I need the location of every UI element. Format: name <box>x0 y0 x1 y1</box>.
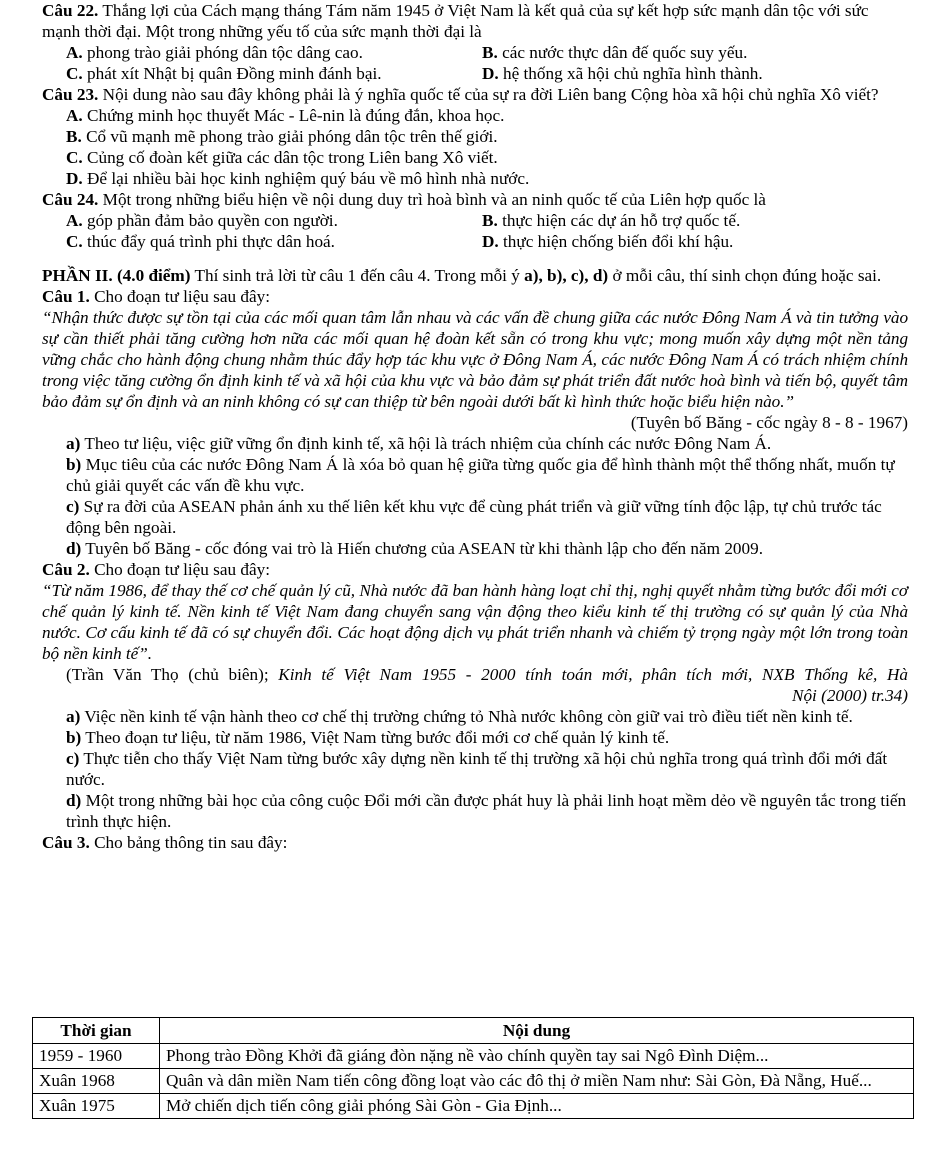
cell-time: Xuân 1975 <box>33 1094 160 1119</box>
question-text: Cho bảng thông tin sau đây: <box>89 833 288 852</box>
table-row <box>33 1094 914 1119</box>
source-quote: “Từ năm 1986, để thay thế cơ chế quản lý cũ, Nhà nước đã ban hành hàng loạt chỉ thị, nghị quyết nhằm từng bước đổi mới cơ chế quản lý kinh tế. Nền kinh tế Việt Nam đang chuyển sang vận động theo kiểu kinh tế thị trường có sự quản lý của Nhà nước. Cơ cấu kinh tế đã có sự chuyển đổi. Các hoạt động dịch vụ phát triển nhanh và chiếm tỷ trọng ngày một lớn trong toàn bộ nền kinh tế”. <box>42 581 908 663</box>
statement-c[interactable] <box>42 748 908 790</box>
cell-content: Phong trào Đồng Khởi đã giáng đòn nặng nề vào chính quyền tay sai Ngô Đình Diệm... <box>160 1044 914 1069</box>
statement-d[interactable] <box>42 790 908 832</box>
option-text: các nước thực dân đế quốc suy yếu. <box>497 43 748 62</box>
question-text: Cho đoạn tư liệu sau đây: <box>89 287 270 306</box>
option-a[interactable] <box>66 42 482 63</box>
instruction-text: Thí sinh trả lời từ câu 1 đến câu 4. Trong mỗi ý <box>190 266 525 285</box>
option-key: C. <box>66 148 83 167</box>
option-d[interactable] <box>482 63 898 84</box>
statement-key: d) <box>66 539 82 558</box>
option-key: A. <box>66 106 83 125</box>
statement-text: Mục tiêu của các nước Đông Nam Á là xóa bỏ quan hệ giữa từng quốc gia để hình thành một thể thống nhất, muốn tự chủ giải quyết các vấn đề khu vực. <box>66 455 895 495</box>
option-a[interactable] <box>66 210 482 231</box>
option-row <box>42 42 908 63</box>
option-key: D. <box>66 169 83 188</box>
statement-key: b) <box>66 455 82 474</box>
option-key: D. <box>482 64 499 83</box>
option-b[interactable] <box>482 210 898 231</box>
option-key: B. <box>482 211 498 230</box>
question-label: Câu 1. <box>42 287 90 306</box>
citation-publisher: Nội (2000) tr.34) <box>791 686 908 705</box>
statement-b[interactable] <box>42 454 908 496</box>
question-text: Cho đoạn tư liệu sau đây: <box>89 560 270 579</box>
question-text: Một trong những biểu hiện về nội dung duy trì hoà bình và an ninh quốc tế của Liên hợp quốc là <box>98 190 766 209</box>
source-citation <box>42 664 908 685</box>
question-label: Câu 22. <box>42 1 99 20</box>
option-text: Củng cố đoàn kết giữa các dân tộc trong Liên bang Xô viết. <box>82 148 498 167</box>
option-key: C. <box>66 64 83 83</box>
question-23 <box>42 84 908 189</box>
question-24 <box>42 189 908 252</box>
statement-b[interactable] <box>42 727 908 748</box>
option-key: A. <box>66 211 83 230</box>
question-text: Thắng lợi của Cách mạng tháng Tám năm 1945 ở Việt Nam là kết quả của sự kết hợp sức mạnh dân tộc với sức mạnh thời đại. Một trong những yếu tố của sức mạnh thời đại là <box>42 1 869 41</box>
statement-text: Tuyên bố Băng - cốc đóng vai trò là Hiến chương của ASEAN từ khi thành lập cho đến năm 2009. <box>81 539 763 558</box>
question-label: Câu 2. <box>42 560 90 579</box>
instruction-text: ở mỗi câu, thí sinh chọn đúng hoặc sai. <box>608 266 882 285</box>
statement-a[interactable] <box>42 706 908 727</box>
part-2-instructions <box>42 265 908 286</box>
option-b[interactable] <box>42 126 908 147</box>
option-row <box>42 231 908 252</box>
statement-key: b) <box>66 728 82 747</box>
question-24-stem <box>42 189 908 210</box>
statement-key: a) <box>66 707 81 726</box>
statement-key: d) <box>66 791 82 810</box>
option-c[interactable] <box>66 231 482 252</box>
question-label: Câu 23. <box>42 85 99 104</box>
option-text: góp phần đảm bảo quyền con người. <box>82 211 338 230</box>
question-22 <box>42 0 908 84</box>
option-text: hệ thống xã hội chủ nghĩa hình thành. <box>498 64 763 83</box>
option-a[interactable] <box>42 105 908 126</box>
option-key: D. <box>482 232 499 251</box>
section-gap <box>42 252 908 265</box>
cell-content: Mở chiến dịch tiến công giải phóng Sài Gòn - Gia Định... <box>160 1094 914 1119</box>
option-text: phong trào giải phóng dân tộc dâng cao. <box>82 43 363 62</box>
option-key: B. <box>66 127 82 146</box>
option-row <box>42 210 908 231</box>
question-stem <box>42 286 908 307</box>
option-key: B. <box>482 43 498 62</box>
column-header-content: Nội dung <box>160 1018 914 1044</box>
part-2-question-3 <box>42 832 908 853</box>
statement-key: c) <box>66 497 80 516</box>
citation-author: (Trần Văn Thọ (chủ biên); <box>66 665 279 684</box>
statement-text: Sự ra đời của ASEAN phản ánh xu thế liên kết khu vực để cùng phát triển và giữ vững tính độc lập, tự chủ trước tác động bên ngoài. <box>66 497 882 537</box>
instruction-options: a), b), c), d) <box>524 266 609 285</box>
option-text: Cổ vũ mạnh mẽ phong trào giải phóng dân tộc trên thế giới. <box>81 127 498 146</box>
option-c[interactable] <box>42 147 908 168</box>
statement-text: Theo tư liệu, việc giữ vững ổn định kinh tế, xã hội là trách nhiệm của chính các nước Đông Nam Á. <box>80 434 772 453</box>
option-text: thực hiện chống biến đổi khí hậu. <box>498 232 734 251</box>
statement-key: a) <box>66 434 81 453</box>
table-row <box>33 1069 914 1094</box>
statement-d[interactable] <box>42 538 908 559</box>
option-d[interactable] <box>482 231 898 252</box>
part-2-question-2 <box>42 559 908 832</box>
exam-page <box>42 0 908 853</box>
statement-key: c) <box>66 749 80 768</box>
option-c[interactable] <box>66 63 482 84</box>
citation-title: Kinh tế Việt Nam 1955 - 2000 tính toán mới, phân tích mới, NXB Thống kê, Hà <box>278 665 908 684</box>
table-row <box>33 1044 914 1069</box>
info-table <box>32 1017 914 1119</box>
part-2-question-1 <box>42 286 908 559</box>
cell-time: Xuân 1968 <box>33 1069 160 1094</box>
option-key: C. <box>66 232 83 251</box>
question-23-stem <box>42 84 908 105</box>
option-key: A. <box>66 43 83 62</box>
source-citation: (Tuyên bố Băng - cốc ngày 8 - 8 - 1967) <box>630 413 908 432</box>
question-stem <box>42 559 908 580</box>
question-22-stem <box>42 0 908 42</box>
question-label: Câu 3. <box>42 833 90 852</box>
statement-a[interactable] <box>42 433 908 454</box>
part-2-heading: PHẦN II. (4.0 điểm) <box>42 266 191 285</box>
option-text: phát xít Nhật bị quân Đồng minh đánh bại. <box>82 64 382 83</box>
option-text: Để lại nhiều bài học kinh nghiệm quý báu về mô hình nhà nước. <box>82 169 530 188</box>
option-row <box>42 63 908 84</box>
option-b[interactable] <box>482 42 898 63</box>
option-d[interactable] <box>42 168 908 189</box>
statement-c[interactable] <box>42 496 908 538</box>
statement-text: Việc nền kinh tế vận hành theo cơ chế thị trường chứng tỏ Nhà nước không còn giữ vai trò điều tiết nền kinh tế. <box>80 707 853 726</box>
question-label: Câu 24. <box>42 190 99 209</box>
cell-content: Quân và dân miền Nam tiến công đồng loạt vào các đô thị ở miền Nam như: Sài Gòn, Đà Nẵng, Huế... <box>160 1069 914 1094</box>
question-text: Nội dung nào sau đây không phải là ý nghĩa quốc tế của sự ra đời Liên bang Cộng hòa xã hội chủ nghĩa Xô viết? <box>98 85 879 104</box>
question-stem <box>42 832 908 853</box>
statement-text: Theo đoạn tư liệu, từ năm 1986, Việt Nam từng bước đổi mới cơ chế quản lý kinh tế. <box>81 728 670 747</box>
statement-text: Một trong những bài học của công cuộc Đổi mới cần được phát huy là phải linh hoạt mềm dẻo về nguyên tắc trong tiến trình thực hiện. <box>66 791 907 831</box>
cell-time: 1959 - 1960 <box>33 1044 160 1069</box>
source-quote: “Nhận thức được sự tồn tại của các mối quan tâm lẫn nhau và các vấn đề chung giữa các nước Đông Nam Á và tin tưởng vào sự cần thiết phải tăng cường hơn nữa các mối quan hệ đoàn kết sẵn có trong khu vực; mong muốn xây dựng một nền tảng vững chắc cho hành động chung nhằm thúc đẩy hợp tác khu vực ở Đông Nam Á, các nước Đông Nam Á có trách nhiệm chính trong việc tăng cường ổn định kinh tế và xã hội của khu vực và bảo đảm sự phát triển đất nước hoà bình và tiến bộ, quyết tâm bảo đảm sự ổn định và an ninh không có sự can thiệp từ bên ngoài dưới bất kì hình thức hoặc biểu hiện nào.” <box>42 308 908 411</box>
column-header-time: Thời gian <box>33 1018 160 1044</box>
statement-text: Thực tiễn cho thấy Việt Nam từng bước xây dựng nền kinh tế thị trường xã hội chủ nghĩa trong quá trình đổi mới đất nước. <box>66 749 888 789</box>
option-text: thúc đẩy quá trình phi thực dân hoá. <box>82 232 335 251</box>
table-header-row <box>33 1018 914 1044</box>
option-text: Chứng minh học thuyết Mác - Lê-nin là đúng đắn, khoa học. <box>82 106 505 125</box>
option-text: thực hiện các dự án hỗ trợ quốc tế. <box>497 211 741 230</box>
